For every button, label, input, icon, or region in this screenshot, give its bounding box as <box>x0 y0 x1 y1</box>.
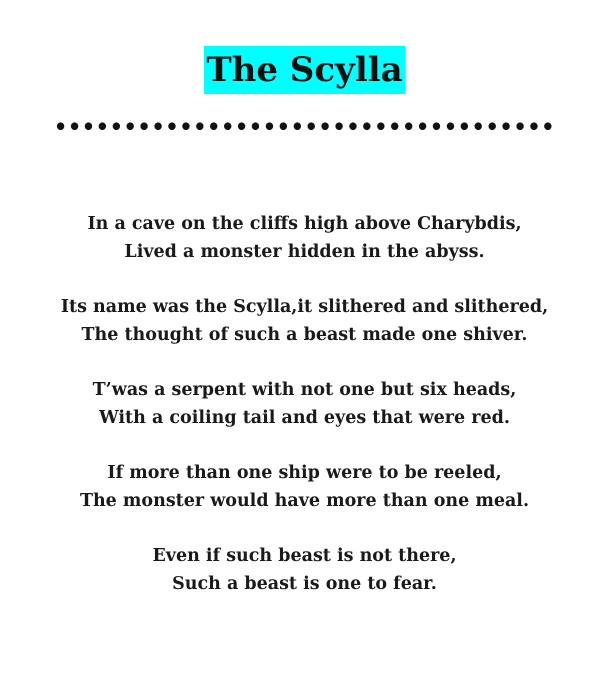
stanza <box>0 376 609 432</box>
stanza <box>0 293 609 349</box>
dotted-divider: •••••••••••••••••••••••••••••••••••• <box>53 114 556 139</box>
poem-line: Such a beast is one to fear. <box>172 574 437 594</box>
stanza <box>0 210 609 266</box>
stanza <box>0 459 609 515</box>
poem-line: Even if such beast is not there, <box>152 546 457 566</box>
poem-line: Lived a monster hidden in the abyss. <box>124 242 485 262</box>
stanza <box>0 542 609 598</box>
poem-line: Its name was the Scylla,it slithered and slithered, <box>60 297 549 317</box>
title-container <box>0 46 609 94</box>
poem-line: The monster would have more than one meal. <box>79 491 530 511</box>
poem-line: With a coiling tail and eyes that were red. <box>99 408 510 428</box>
poem-body <box>0 210 609 625</box>
poem-title: The Scylla <box>204 46 404 94</box>
poem-line: T’was a serpent with not one but six heads, <box>92 380 517 400</box>
poem-line: In a cave on the cliffs high above Charybdis, <box>87 214 522 234</box>
poem-line: The thought of such a beast made one shiver. <box>81 325 528 345</box>
poem-line: If more than one ship were to be reeled, <box>107 463 502 483</box>
